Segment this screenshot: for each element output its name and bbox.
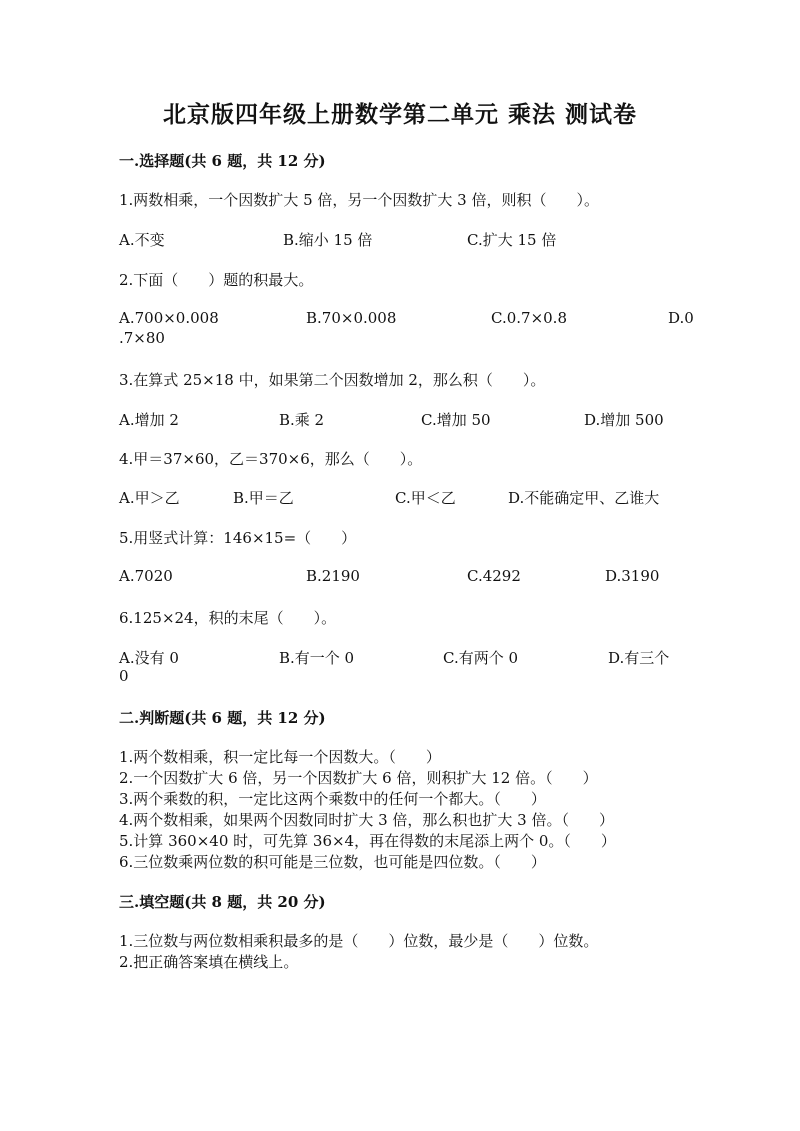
judge-item: 6.三位数乘两位数的积可能是三位数，也可能是四位数。（ ）: [119, 853, 546, 871]
question-stem: 1.两数相乘，一个因数扩大 5 倍，另一个因数扩大 3 倍，则积（ ）。: [119, 191, 599, 209]
option-wrap: .7×80: [119, 329, 165, 347]
option: B.乘 2: [279, 411, 325, 429]
judge-item: 2.一个因数扩大 6 倍，另一个因数扩大 6 倍，则积扩大 12 倍。（ ）: [119, 769, 598, 787]
option: A.甲＞乙: [119, 489, 180, 507]
fill-item: 1.三位数与两位数相乘积最多的是（ ）位数，最少是（ ）位数。: [119, 932, 599, 950]
question-stem: 5.用竖式计算：146×15=（ ）: [119, 529, 357, 547]
judge-item: 4.两个数相乘，如果两个因数同时扩大 3 倍，那么积也扩大 3 倍。（ ）: [119, 811, 614, 829]
page-title: 北京版四年级上册数学第二单元 乘法 测试卷: [162, 101, 637, 128]
option-wrap: 0: [119, 667, 129, 685]
option: D.3190: [605, 567, 660, 585]
option: C.增加 50: [421, 411, 491, 429]
section-heading-judge: 二.判断题(共 6 题，共 12 分): [119, 709, 326, 727]
option: A.没有 0: [119, 649, 179, 667]
option: B.缩小 15 倍: [283, 231, 373, 249]
section-heading-fill: 三.填空题(共 8 题，共 20 分): [119, 893, 326, 911]
judge-item: 1.两个数相乘，积一定比每一个因数大。（ ）: [119, 748, 441, 766]
option: D.不能确定甲、乙谁大: [508, 489, 660, 507]
option: D.增加 500: [584, 411, 664, 429]
option: A.7020: [119, 567, 173, 585]
option: C.4292: [467, 567, 521, 585]
option: B.70×0.008: [306, 309, 397, 327]
option: A.增加 2: [119, 411, 179, 429]
option: D.0: [668, 309, 694, 327]
option: D.有三个: [608, 649, 670, 667]
option: A.700×0.008: [119, 309, 219, 327]
option: B.有一个 0: [279, 649, 355, 667]
section-heading-choice: 一.选择题(共 6 题，共 12 分): [119, 152, 326, 170]
option: C.有两个 0: [443, 649, 519, 667]
judge-item: 5.计算 360×40 时，可先算 36×4，再在得数的末尾添上两个 0。（ ）: [119, 832, 616, 850]
question-stem: 2.下面（ ）题的积最大。: [119, 271, 314, 289]
question-stem: 6.125×24，积的末尾（ ）。: [119, 609, 337, 627]
option: C.0.7×0.8: [491, 309, 567, 327]
option: C.甲＜乙: [395, 489, 456, 507]
question-stem: 3.在算式 25×18 中，如果第二个因数增加 2，那么积（ ）。: [119, 371, 546, 389]
fill-item: 2.把正确答案填在横线上。: [119, 953, 299, 971]
option: A.不变: [119, 231, 165, 249]
option: C.扩大 15 倍: [467, 231, 557, 249]
judge-item: 3.两个乘数的积，一定比这两个乘数中的任何一个都大。（ ）: [119, 790, 546, 808]
option: B.甲＝乙: [233, 489, 294, 507]
question-stem: 4.甲＝37×60，乙＝370×6，那么（ ）。: [119, 450, 423, 468]
option: B.2190: [306, 567, 360, 585]
